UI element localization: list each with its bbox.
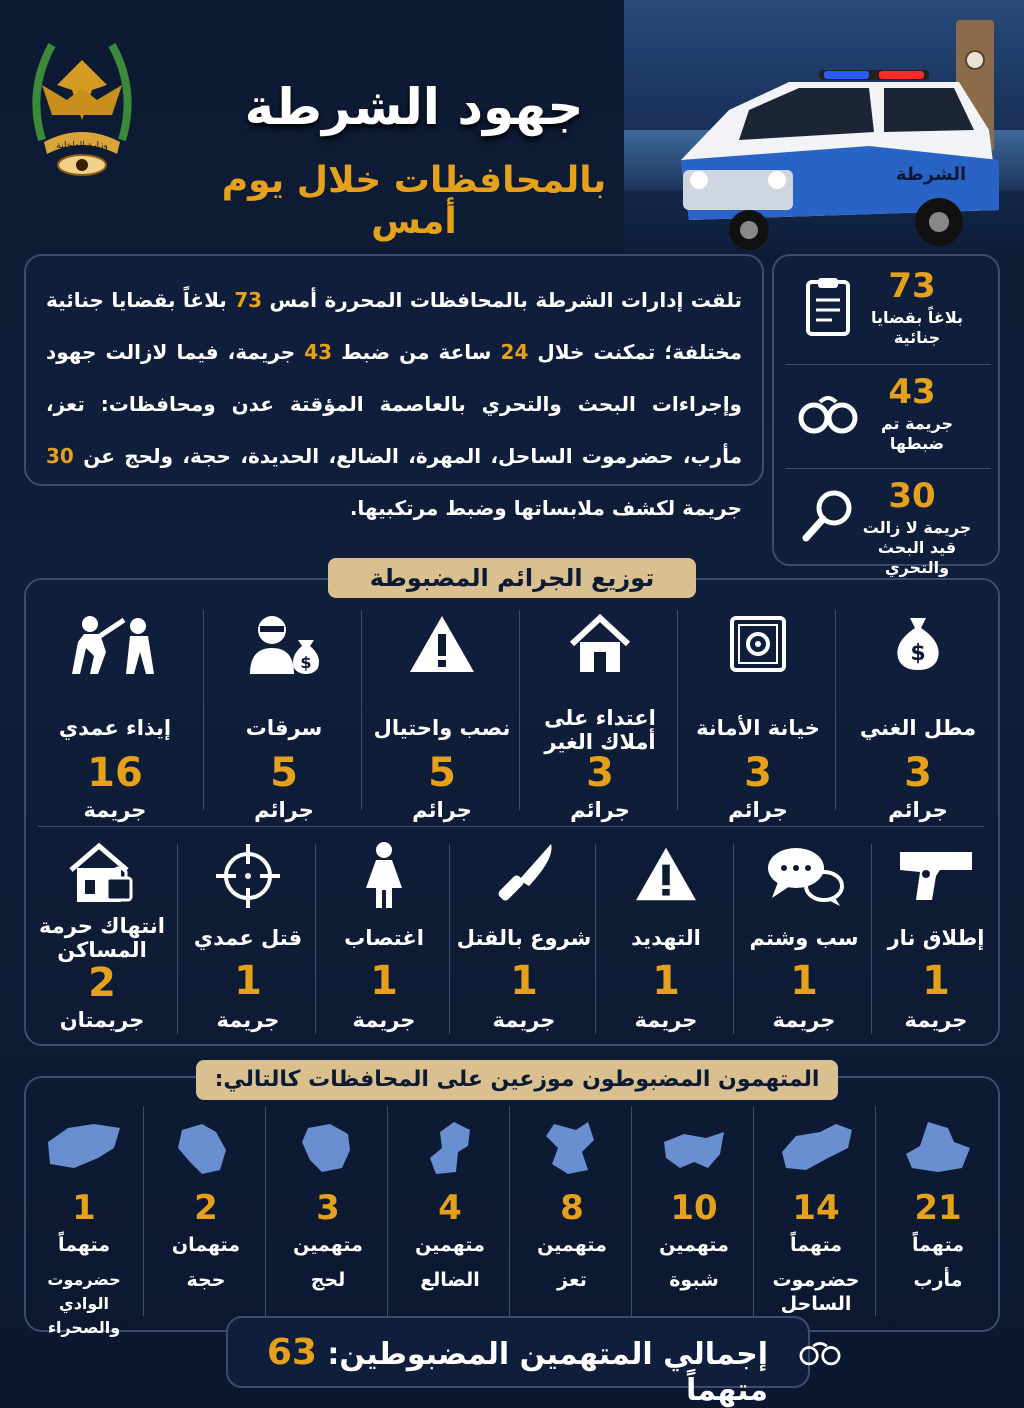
governorate-count: 4	[438, 1188, 462, 1228]
governorate-item	[390, 1078, 510, 1334]
governorate-name: تعز	[557, 1269, 587, 1291]
warning-icon	[631, 844, 701, 904]
assault-icon	[70, 612, 160, 676]
crime-unit: جريمة	[216, 1008, 280, 1032]
divider	[786, 364, 991, 365]
crime-name: اعتداء على أملاك الغير	[544, 706, 656, 754]
crime-name: شروع بالقتل	[456, 926, 592, 950]
intro-text: جريمة لكشف ملابساتها وضبط مرتكبيها.	[349, 496, 742, 520]
governorate-item	[146, 1078, 266, 1334]
governorate-name: حضرموت الوادي والصحراء	[47, 1270, 121, 1337]
intro-number: 30	[46, 444, 74, 468]
crime-cell	[318, 836, 450, 1036]
governorate-item	[24, 1078, 144, 1337]
governorate-name: الضالع	[420, 1269, 480, 1291]
crime-name: إطلاق نار	[887, 926, 985, 950]
page-subtitle: بالمحافظات خلال يوم أمس	[221, 160, 607, 242]
stat-value: 43	[888, 372, 936, 412]
crime-count: 1	[510, 958, 538, 1004]
governorates-section-title: المتهمون المضبوطون موزعين على المحافظات كالتالي:	[196, 1060, 838, 1100]
crime-unit: جريمة	[352, 1008, 416, 1032]
crime-cell	[680, 600, 836, 820]
crime-count: 3	[586, 750, 614, 796]
governorate-unit: متهماً	[912, 1234, 964, 1256]
crime-unit: جريمة	[492, 1008, 556, 1032]
pistol-icon	[896, 844, 976, 904]
governorate-name: لحج	[310, 1269, 346, 1291]
crime-cell	[26, 600, 204, 820]
intro-box	[24, 254, 764, 520]
speech-bubbles-icon	[764, 844, 844, 908]
crime-unit: جرائم	[888, 798, 948, 822]
governorate-map-icon	[532, 1118, 612, 1178]
governorate-name: شبوة	[669, 1269, 719, 1291]
governorate-item	[268, 1078, 388, 1334]
crime-unit: جريمة	[634, 1008, 698, 1032]
governorate-item	[878, 1078, 998, 1334]
governorate-map-icon	[410, 1118, 490, 1178]
knife-icon	[489, 840, 559, 910]
governorate-name: حضرموت الساحل	[772, 1269, 860, 1315]
crime-name: انتهاك حرمة المساكن	[39, 914, 165, 962]
governorate-map-icon	[898, 1118, 978, 1178]
crime-count: 3	[904, 750, 932, 796]
crime-name: نصب واحتيال	[373, 716, 511, 740]
crime-count: 1	[370, 958, 398, 1004]
crime-name: اغتصاب	[344, 926, 424, 950]
intro-text: ساعة من ضبط	[332, 340, 501, 364]
header	[0, 0, 1024, 250]
stat-value: 30	[888, 476, 936, 516]
crime-name: خيانة الأمانة	[696, 716, 820, 740]
intro-number: 24	[500, 340, 529, 364]
crime-unit: جرائم	[412, 798, 472, 822]
crime-name: إيذاء عمدي	[58, 716, 172, 740]
crime-count: 5	[270, 750, 298, 796]
money-bag-icon	[888, 612, 948, 672]
crime-count: 1	[922, 958, 950, 1004]
house-icon	[568, 612, 632, 676]
governorates-box	[24, 1076, 1000, 1337]
crime-count: 1	[652, 958, 680, 1004]
total-value: 63	[266, 1332, 317, 1373]
handcuffs-icon	[796, 380, 860, 444]
crimes-distribution-box	[24, 578, 1000, 1046]
crime-name: سرقات	[245, 716, 323, 740]
crime-cell	[522, 600, 678, 820]
intro-number: 43	[304, 340, 333, 364]
stat-value: 73	[888, 266, 936, 306]
governorate-map-icon	[166, 1118, 246, 1178]
crime-name: قتل عمدي	[193, 926, 303, 950]
clock-face	[965, 50, 985, 70]
handcuffs-icon	[798, 1338, 842, 1368]
warning-icon	[407, 612, 477, 676]
crime-unit: جريمة	[83, 798, 147, 822]
stat-label: بلاغاً بقضايا جنائية	[871, 308, 963, 347]
divider	[38, 826, 984, 827]
governorate-map-icon	[776, 1118, 856, 1178]
police-car-image	[669, 70, 1004, 250]
crime-name: مطل الغني	[859, 716, 977, 740]
governorate-map-icon	[44, 1118, 124, 1178]
stat-label: جريمة تم ضبطها	[880, 414, 954, 453]
crime-cell	[598, 836, 734, 1036]
car-label: الشرطة	[895, 164, 967, 185]
stats-box	[772, 254, 1000, 577]
total-unit: متهماً	[685, 1373, 768, 1408]
governorate-item	[634, 1078, 754, 1334]
crime-unit: جرائم	[570, 798, 630, 822]
governorate-unit: متهمين	[293, 1234, 363, 1256]
ministry-emblem-logo	[22, 30, 142, 180]
crime-cell	[874, 836, 998, 1036]
crime-unit: جريمة	[772, 1008, 836, 1032]
crime-unit: جريمتان	[59, 1008, 145, 1032]
crime-unit: جريمة	[904, 1008, 968, 1032]
governorate-count: 21	[914, 1188, 962, 1228]
safe-icon	[726, 612, 790, 676]
governorate-unit: متهماً	[790, 1234, 842, 1256]
governorate-count: 1	[72, 1188, 96, 1228]
hero-image	[624, 0, 1024, 250]
governorate-name: حجة	[186, 1269, 226, 1291]
governorate-unit: متهمين	[415, 1234, 485, 1256]
crime-count: 3	[744, 750, 772, 796]
governorate-item	[512, 1078, 632, 1334]
governorate-name: مأرب	[913, 1269, 963, 1291]
magnifier-icon	[796, 484, 860, 548]
intro-paragraph	[46, 274, 742, 534]
intro-text: بلاغاً بقضايا جنائية مختلفة؛ تمكنت خلال	[46, 288, 742, 364]
intro-text: تلقت إدارات الشرطة بالمحافظات المحررة أمس	[262, 288, 742, 312]
crime-cell	[838, 600, 998, 820]
governorate-map-icon	[654, 1118, 734, 1178]
governorate-unit: متهمان	[171, 1234, 241, 1256]
crime-cell	[26, 836, 178, 1036]
crime-cell	[736, 836, 872, 1036]
crime-unit: جرائم	[728, 798, 788, 822]
svg-text:$: $	[300, 653, 312, 672]
crime-name: سب وشتم	[749, 926, 859, 950]
governorate-item	[756, 1078, 876, 1334]
total-label: إجمالي المتهمين المضبوطين:	[327, 1337, 768, 1372]
crime-cell	[452, 836, 596, 1036]
locked-house-icon	[67, 842, 137, 906]
governorate-unit: متهماً	[58, 1234, 110, 1256]
crime-cell	[206, 600, 362, 820]
governorate-unit: متهمين	[659, 1234, 729, 1256]
stat-under-investigation	[782, 470, 992, 577]
crosshair-icon	[214, 842, 282, 910]
intro-number: 73	[234, 288, 263, 312]
crime-cell	[180, 836, 316, 1036]
crime-count: 1	[790, 958, 818, 1004]
governorate-count: 10	[670, 1188, 718, 1228]
thief-icon	[244, 612, 324, 676]
divider	[786, 468, 991, 469]
svg-text:$: $	[910, 641, 926, 666]
governorate-count: 2	[194, 1188, 218, 1228]
stat-reports	[782, 260, 992, 358]
emblem-text: وزارة الداخلية	[56, 141, 108, 151]
crime-count: 16	[87, 750, 143, 796]
crime-count: 2	[88, 960, 116, 1006]
governorate-count: 8	[560, 1188, 584, 1228]
crime-name: التهديد	[631, 926, 701, 950]
governorate-count: 14	[792, 1188, 840, 1228]
clipboard-icon	[796, 274, 860, 338]
crime-unit: جرائم	[254, 798, 314, 822]
total-accused-box	[226, 1316, 810, 1408]
crime-count: 1	[234, 958, 262, 1004]
governorate-unit: متهمين	[537, 1234, 607, 1256]
governorate-map-icon	[288, 1118, 368, 1178]
woman-icon	[362, 840, 406, 910]
total-line	[228, 1332, 768, 1408]
crimes-section-title: توزيع الجرائم المضبوطة	[328, 558, 696, 598]
intro-text: جريمة، فيما لازالت جهود وإجراءات البحث والتحري بالعاصمة المؤقتة عدن ومحافظات: تعز، مأرب، حضرموت الساحل، المهرة، الضالع، الحديدة، حجة، ولحج عن	[46, 340, 742, 468]
crime-cell	[364, 600, 520, 820]
stat-label: جريمة لا زالت قيد البحث والتحري	[862, 518, 972, 577]
governorate-count: 3	[316, 1188, 340, 1228]
stat-caught	[782, 366, 992, 464]
crime-count: 5	[428, 750, 456, 796]
page-title: جهود الشرطة	[244, 78, 584, 136]
